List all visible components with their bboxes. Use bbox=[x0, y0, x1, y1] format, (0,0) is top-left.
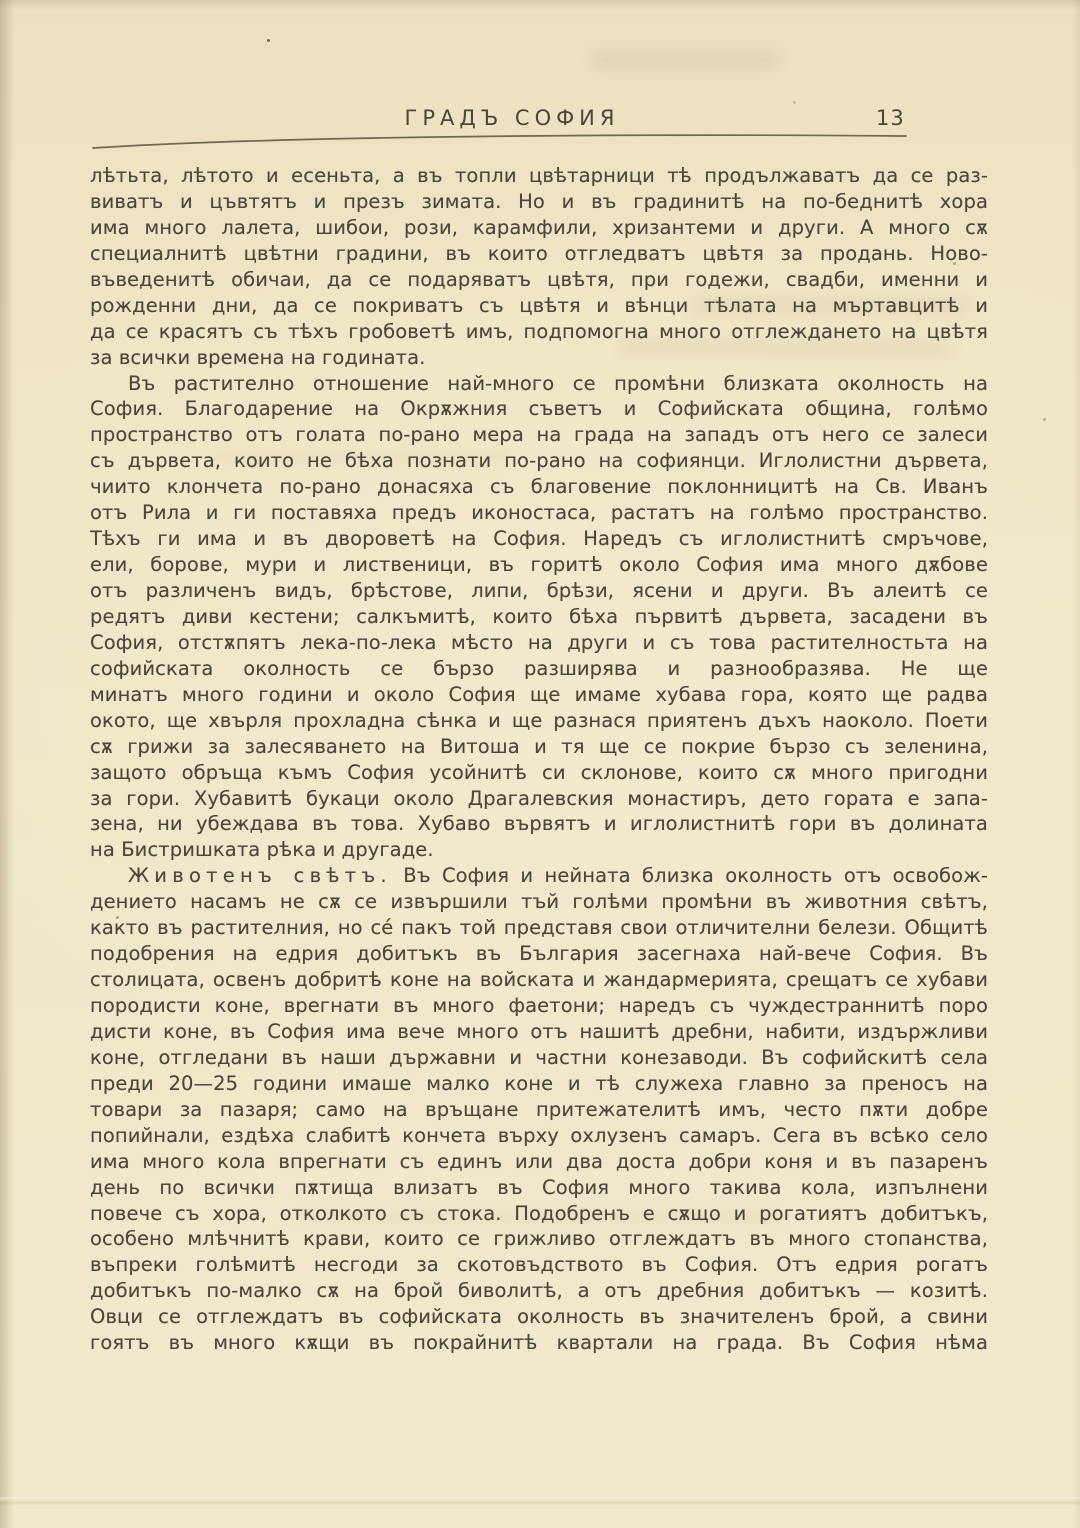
text-line: софийската околность се бързо разширява и разнообразява. Не ще bbox=[90, 656, 988, 680]
text-line: Животенъ свѣтъ. Въ София и нейната близка околность отъ освобож- bbox=[128, 864, 988, 888]
text-line: особено млѣчнитѣ крави, които се грижливо отглеждатъ въ много стопанства, bbox=[90, 1227, 988, 1251]
text-line: ели, борове, мури и лиственици, въ горитѣ около София има много дѫбове bbox=[90, 553, 988, 577]
bottom-crease bbox=[0, 1497, 1080, 1506]
text-line: съ дървета, които не бѣха познати по-рано на софиянци. Иглолистни дървета, bbox=[90, 449, 988, 473]
text-line: специалнитѣ цвѣтни градини, въ които отгледватъ цвѣтя за продань. Ново- bbox=[90, 241, 988, 265]
text-line: на Бистришката рѣка и другаде. bbox=[90, 838, 434, 862]
paragraph-lead: Животенъ свѣтъ. bbox=[128, 864, 392, 888]
text-line: дението насамъ не сѫ се извършили тъй голѣми промѣни въ животния свѣтъ, bbox=[90, 890, 988, 914]
text-line: чиито клончета по-рано донасяха съ благовение поклонницитѣ на Св. Иванъ bbox=[90, 475, 988, 499]
text-line: отъ различенъ видъ, брѣстове, липи, брѣзи, ясени и други. Въ алеитѣ се bbox=[90, 579, 988, 602]
text-line: гоятъ въ много кѫщи въ покрайнитѣ квартали на града. Въ София нѣма bbox=[90, 1331, 988, 1355]
text-line: породисти коне, врегнати въ много фаетони; наредъ съ чуждестраннитѣ поро bbox=[90, 994, 988, 1017]
text-line: отъ Рила и ги поставяха предъ иконостаса, растатъ на голѣмо пространство. bbox=[90, 501, 988, 525]
text-line: да се красятъ съ тѣхъ гробоветѣ имъ, подпомогна много отглеждането на цвѣтя bbox=[90, 319, 988, 343]
text-line: София, отстѫпятъ лека-по-лека мѣсто на други и съ това растителностьта на bbox=[90, 630, 988, 654]
text-line: въведенитѣ обичаи, да се подаряватъ цвѣтя, при годежи, свадби, именни и bbox=[90, 267, 988, 291]
text-line: има много лалета, шибои, рози, карамфили, хризантеми и други. А много сѫ bbox=[90, 215, 988, 239]
text-line: зена, ни убеждава въ това. Хубаво вървятъ и иглолистнитѣ гори въ долината bbox=[90, 812, 988, 836]
text-line: за гори. Хубавитѣ букаци около Драгалевския монастиръ, дето гората е запа- bbox=[90, 786, 988, 810]
text-line: подобрения на едрия добитъкъ въ България засегнаха най-вече София. Въ bbox=[90, 942, 988, 966]
header-rule-line bbox=[0, 0, 1080, 170]
text-line: Тѣхъ ги има и въ двороветѣ на София. Наредъ съ иглолистнитѣ смръчове, bbox=[90, 527, 988, 551]
text-line: минатъ много години и около София ще имаме хубава гора, която ще радва bbox=[90, 682, 988, 706]
text-line: дисти коне, въ София има вече много отъ нашитѣ дребни, набити, издържливи bbox=[90, 1019, 988, 1043]
text-line: добитъкъ по-малко сѫ на брой биволитѣ, а отъ дребния добитъкъ — козитѣ. bbox=[90, 1279, 988, 1303]
text-line: пространство отъ голата по-рано мера на града на западъ отъ него се залеси bbox=[90, 423, 988, 447]
page-edge-top-shading bbox=[0, 0, 1080, 10]
text-line: както въ растителния, но сé пакъ той представя свои отличителни белези. Общитѣ bbox=[90, 916, 988, 940]
text-line: повече съ хора, отколкото съ стока. Подобренъ е сѫщо и рогатиятъ добитъкъ, bbox=[90, 1201, 988, 1225]
text-line: виватъ и цъвтятъ и презъ зимата. Но и въ градинитѣ на по-беднитѣ хора bbox=[90, 189, 988, 213]
text-line: въпреки голѣмитѣ несгоди за скотовъдството въ София. Отъ едрия рогатъ bbox=[90, 1253, 988, 1277]
text-line: коне, отгледани въ наши държавни и частни конезаводи. Въ софийскитѣ села bbox=[90, 1045, 988, 1069]
text-line: преди 20—25 години имаше малко коне и тѣ служеха главно за преносъ на bbox=[90, 1071, 988, 1095]
text-line: лѣтьта, лѣтото и есеньта, а въ топли цвѣтарници тѣ продължаватъ да се раз- bbox=[90, 164, 988, 187]
text-line: сѫ грижи за залесяването на Витоша и тя ще се покрие бързо съ зеленина, bbox=[90, 734, 988, 758]
text-line: попийнали, ездѣха слабитѣ кончета върху охлузенъ самаръ. Сега въ всѣко село bbox=[90, 1123, 988, 1147]
text-line: Овци се отглеждатъ въ софийската околность въ значителенъ брой, а свини bbox=[90, 1305, 988, 1329]
text-line: редятъ диви кестени; салкъмитѣ, които бѣха първитѣ дървета, засадени въ bbox=[90, 604, 988, 628]
page-edge-left-shading bbox=[0, 0, 14, 1528]
text-line: защото обръща къмъ София усойнитѣ си склонове, които сѫ много пригодни bbox=[90, 760, 988, 784]
text-line: има много кола впрегнати съ единъ или два доста добри коня и въ пазаренъ bbox=[90, 1149, 988, 1173]
text-line: столицата, освенъ добритѣ коне на войската и жандармерията, срещатъ се хубави bbox=[90, 968, 988, 992]
text-line: Въ растително отношение най-много се промѣни близката околность на bbox=[128, 371, 988, 395]
text-line: окото, ще хвърля прохладна сѣнка и ще разнася приятенъ дъхъ наоколо. Поети bbox=[90, 708, 988, 732]
running-header-title: ГРАДЪ СОФИЯ bbox=[404, 106, 620, 130]
text-line: рожденни дни, да се покриватъ съ цвѣтя и вѣнци тѣлата на мъртавцитѣ и bbox=[90, 293, 988, 317]
text-line: день по всички пѫтища влизатъ въ София много такива кола, изпълнени bbox=[90, 1175, 988, 1199]
text-line: София. Благодарение на Окрѫжния съветъ и Софийската община, голѣмо bbox=[90, 397, 988, 421]
paper-specks bbox=[0, 0, 3, 3]
page-text bbox=[90, 163, 988, 1356]
page-edge-right-shading bbox=[1072, 0, 1080, 1528]
showthrough-mark bbox=[590, 52, 780, 68]
text-line: за всички времена на годината. bbox=[90, 345, 426, 369]
text-line: товари за пазаря; само на връщане притежателитѣ имъ, често пѫти добре bbox=[90, 1097, 988, 1121]
page-number: 13 bbox=[876, 106, 905, 130]
